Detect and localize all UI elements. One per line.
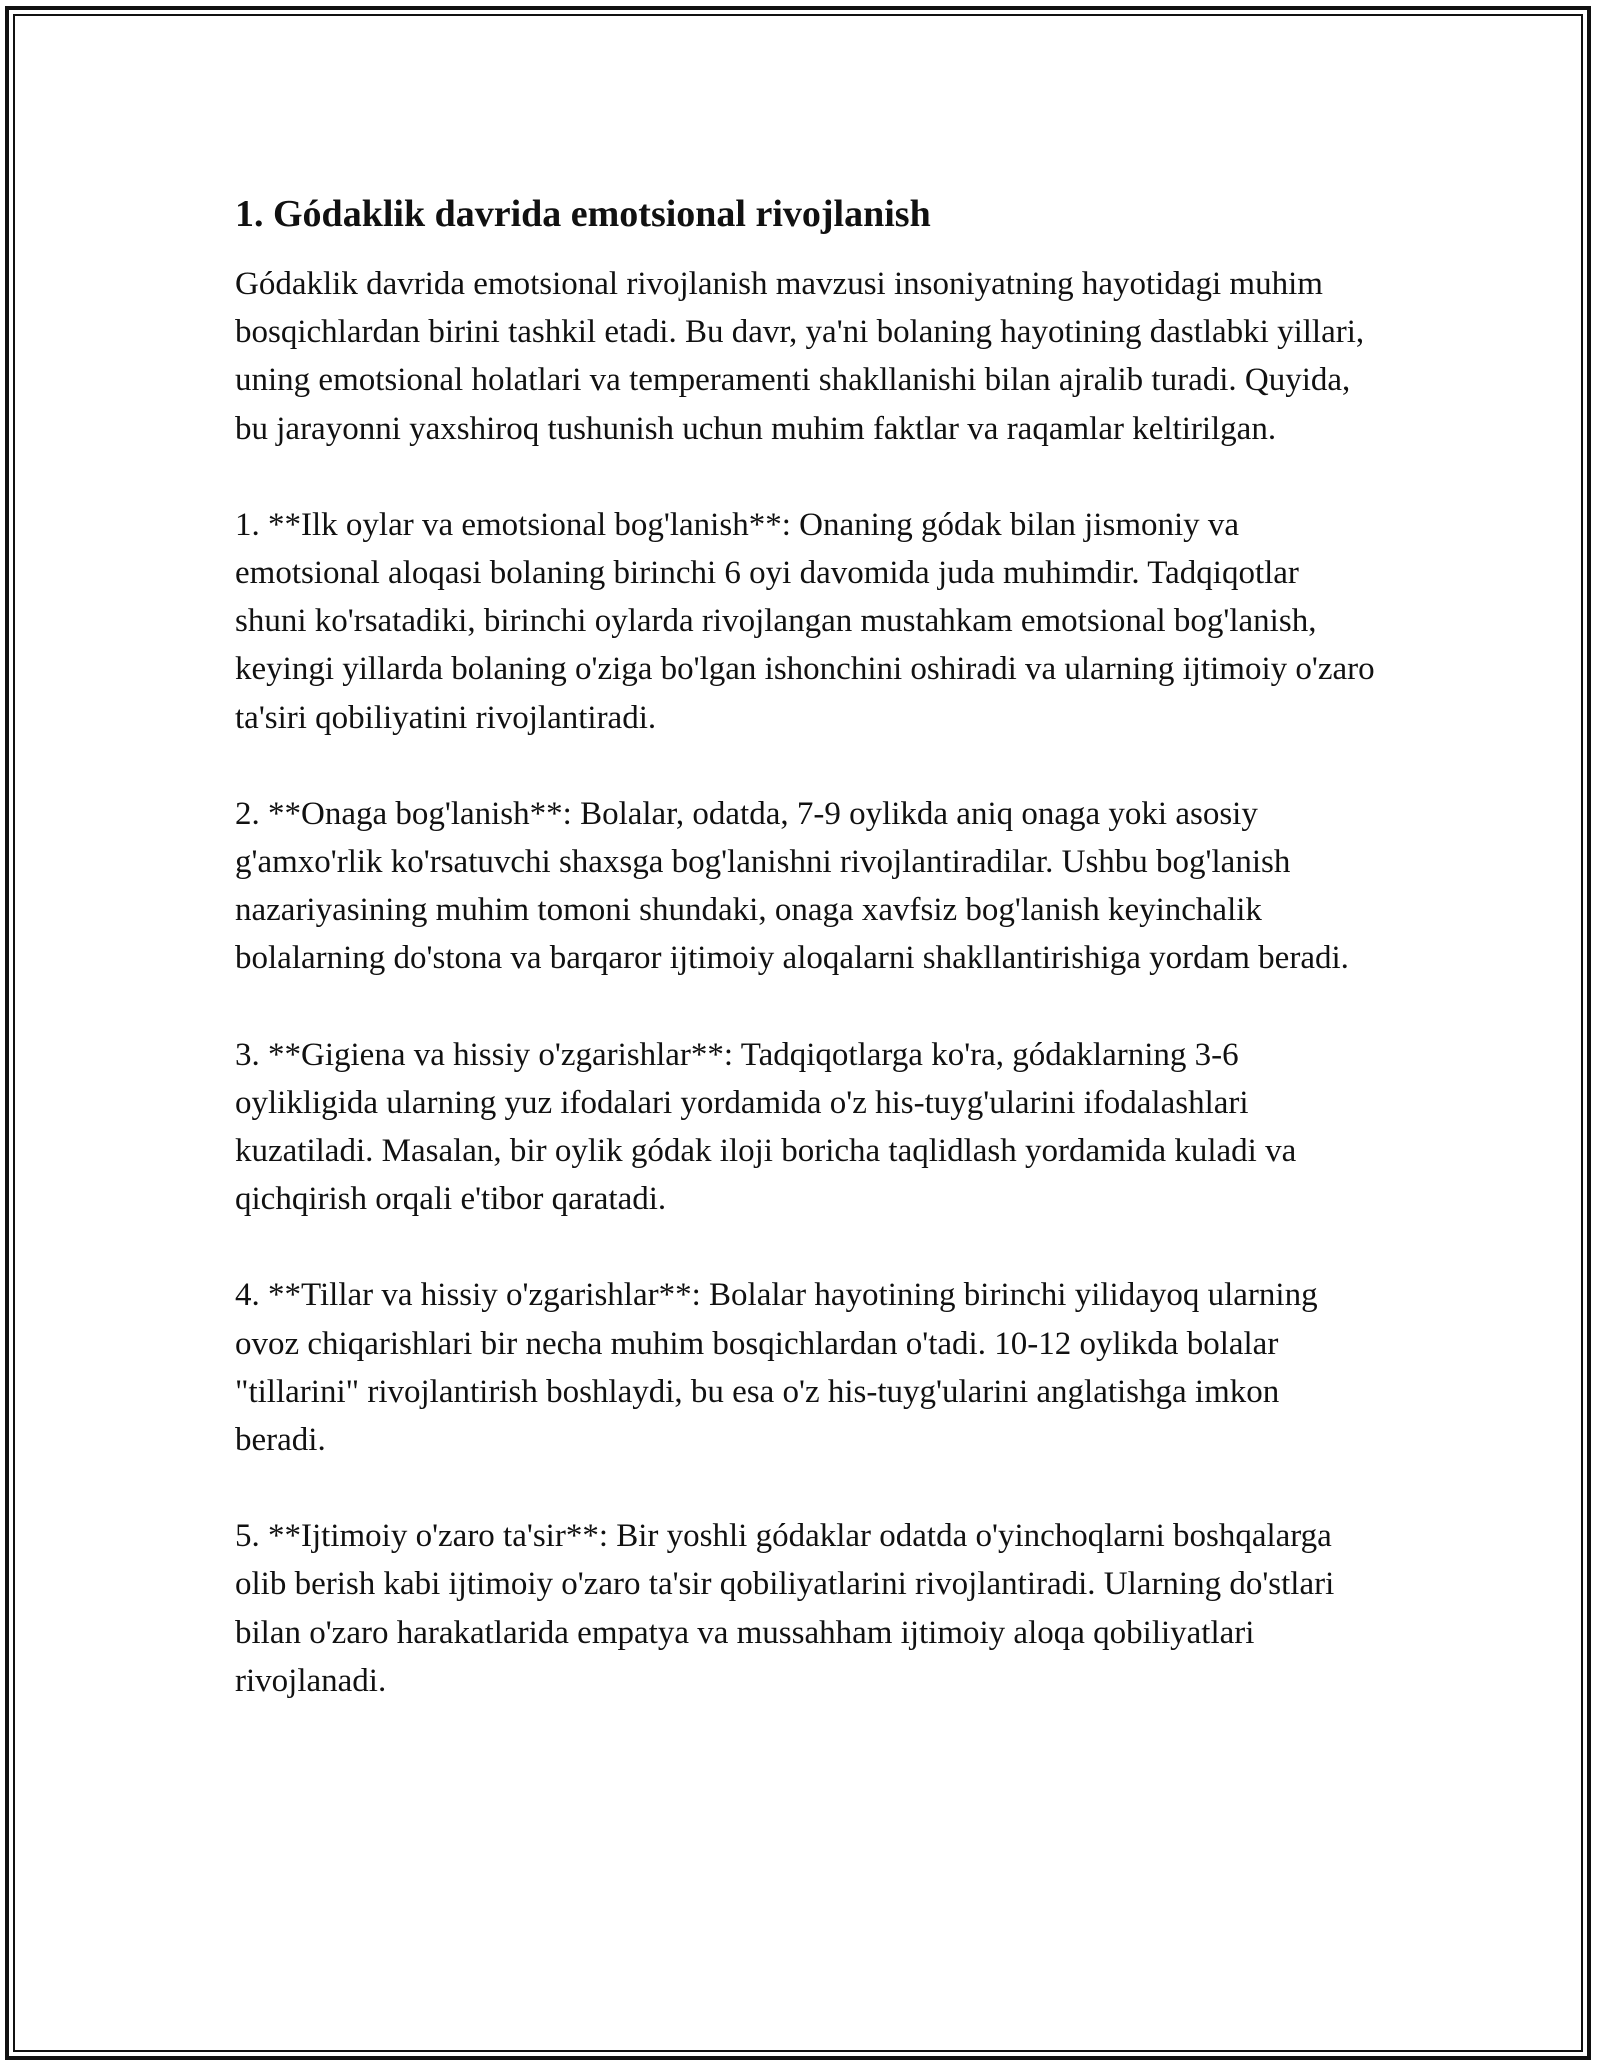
list-item: 4. **Tillar va hissiy o'zgarishlar**: Bolalar hayotining birinchi yilidayoq ularning ovoz chiqarishlari bir necha muhim bosqichlardan o'tadi. 10-12 oylikda bolalar "tillarini" rivojlantirish boshlaydi, bu esa o'z his-tuyg'ularini anglatishga imkon beradi. bbox=[235, 1277, 1318, 1459]
list-item: 2. **Onaga bog'lanish**: Bolalar, odatda, 7-9 oylikda aniq onaga yoki asosiy g'amxo'rlik ko'rsatuvchi shaxsga bog'lanishni rivojlantiradilar. Ushbu bog'lanish nazariyasining muhim tomoni shundaki, onaga xavfsiz bog'lanish keyinchalik bolalarning do'stona va barqaror ijtimoiy aloqalarni shakllantirishiga yordam beradi. bbox=[235, 795, 1349, 977]
document-body bbox=[235, 188, 1375, 1705]
list-item: 1. **Ilk oylar va emotsional bog'lanish**: Onaning gódak bilan jismoniy va emotsional aloqasi bolaning birinchi 6 oyi davomida juda muhimdir. Tadqiqotlar shuni ko'rsatadiki, birinchi oylarda rivojlangan mustahkam emotsional bog'lanish, keyingi yillarda bolaning o'ziga bo'lgan ishonchini oshiradi va ularning ijtimoiy o'zaro ta'siri qobiliyatini rivojlantiradi. bbox=[235, 506, 1375, 736]
intro-paragraph: Gódaklik davrida emotsional rivojlanish mavzusi insoniyatning hayotidagi muhim bosqichlardan birini tashkil etadi. Bu davr, ya'ni bolaning hayotining dastlabki yillari, uning emotsional holatlari va temperamenti shakllanishi bilan ajralib turadi. Quyida, bu jarayonni yaxshiroq tushunish uchun muhim faktlar va raqamlar keltirilgan. bbox=[235, 266, 1365, 447]
document-title: 1. Gódaklik davrida emotsional rivojlanish bbox=[235, 193, 931, 235]
list-item: 3. **Gigiena va hissiy o'zgarishlar**: Tadqiqotlarga ko'ra, gódaklarning 3-6 oylikligida ularning yuz ifodalari yordamida o'z his-tuyg'ularini ifodalashlari kuzatiladi. Masalan, bir oylik gódak iloji boricha taqlidlash yordamida kuladi va qichqirish orqali e'tibor qaratadi. bbox=[235, 1036, 1297, 1218]
list-item: 5. **Ijtimoiy o'zaro ta'sir**: Bir yoshli gódaklar odatda o'yinchoqlarni boshqalarga olib berish kabi ijtimoiy o'zaro ta'sir qobiliyatlarini rivojlantiradi. Ularning do'stlari bilan o'zaro harakatlarida empatya va mussahham ijtimoiy aloqa qobiliyatlari rivojlanadi. bbox=[235, 1518, 1335, 1699]
